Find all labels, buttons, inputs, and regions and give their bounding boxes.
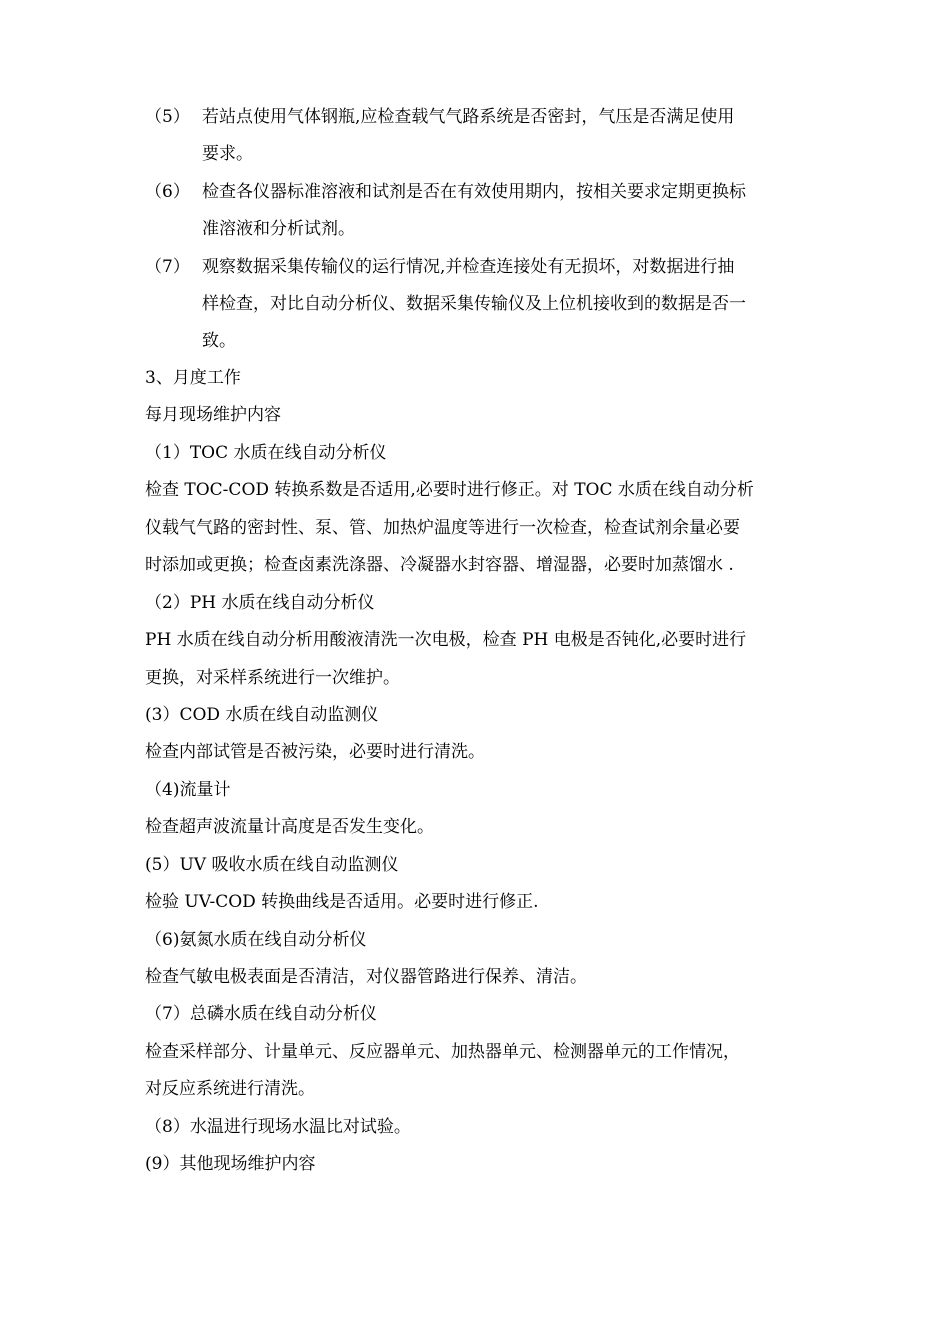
- item-text-line: 检查各仪器标准溶液和试剂是否在有效使用期内，按相关要求定期更换标: [202, 182, 746, 202]
- item-number: （6）: [145, 182, 190, 202]
- instrument-heading: （2）PH 水质在线自动分析仪: [145, 593, 375, 613]
- paragraph-line: 检查采样部分、计量单元、反应器单元、加热器单元、检测器单元的工作情况，: [145, 1042, 740, 1062]
- section-heading: 3、月度工作: [145, 368, 241, 388]
- paragraph-line: PH 水质在线自动分析用酸液清洗一次电极，检查 PH 电极是否钝化,必要时进行: [145, 630, 747, 650]
- paragraph-line: 检查气敏电极表面是否清洁，对仪器管路进行保养、清洁。: [145, 967, 587, 987]
- paragraph-line: 检查 TOC-COD 转换系数是否适用,必要时进行修正。对 TOC 水质在线自动分析: [145, 480, 754, 500]
- paragraph-line: 检验 UV-COD 转换曲线是否适用。必要时进行修正.: [145, 892, 539, 912]
- instrument-heading: （8）水温进行现场水温比对试验。: [145, 1117, 411, 1137]
- paragraph-line: 时添加或更换；检查卤素洗涤器、冷凝器水封容器、增湿器，必要时加蒸馏水 .: [145, 555, 734, 575]
- instrument-heading: （1）TOC 水质在线自动分析仪: [145, 443, 387, 463]
- paragraph-line: 更换，对采样系统进行一次维护。: [145, 668, 400, 688]
- instrument-heading: （4)流量计: [145, 780, 231, 800]
- paragraph-line: 检查超声波流量计高度是否发生变化。: [145, 817, 434, 837]
- item-text-line: 准溶液和分析试剂。: [202, 219, 355, 239]
- item-text-line: 若站点使用气体钢瓶,应检查载气气路系统是否密封，气压是否满足使用: [202, 107, 735, 127]
- item-number: （5）: [145, 107, 190, 127]
- item-text-line: 观察数据采集传输仪的运行情况,并检查连接处有无损坏，对数据进行抽: [202, 257, 735, 277]
- paragraph-line: 对反应系统进行清洗。: [145, 1079, 315, 1099]
- instrument-heading: (9）其他现场维护内容: [145, 1154, 316, 1174]
- item-text-line: 致。: [202, 331, 236, 351]
- subheading: 每月现场维护内容: [145, 405, 281, 425]
- instrument-heading: （7）总磷水质在线自动分析仪: [145, 1004, 377, 1024]
- item-text-line: 样检查，对比自动分析仪、数据采集传输仪及上位机接收到的数据是否一: [202, 294, 746, 314]
- instrument-heading: (3）COD 水质在线自动监测仪: [145, 705, 379, 725]
- instrument-heading: (5）UV 吸收水质在线自动监测仪: [145, 855, 399, 875]
- paragraph-line: 仪载气气路的密封性、泵、管、加热炉温度等进行一次检查，检查试剂余量必要: [145, 518, 740, 538]
- instrument-heading: （6)氨氮水质在线自动分析仪: [145, 930, 367, 950]
- item-text-line: 要求。: [202, 144, 253, 164]
- item-number: （7）: [145, 257, 190, 277]
- paragraph-line: 检查内部试管是否被污染，必要时进行清洗。: [145, 742, 485, 762]
